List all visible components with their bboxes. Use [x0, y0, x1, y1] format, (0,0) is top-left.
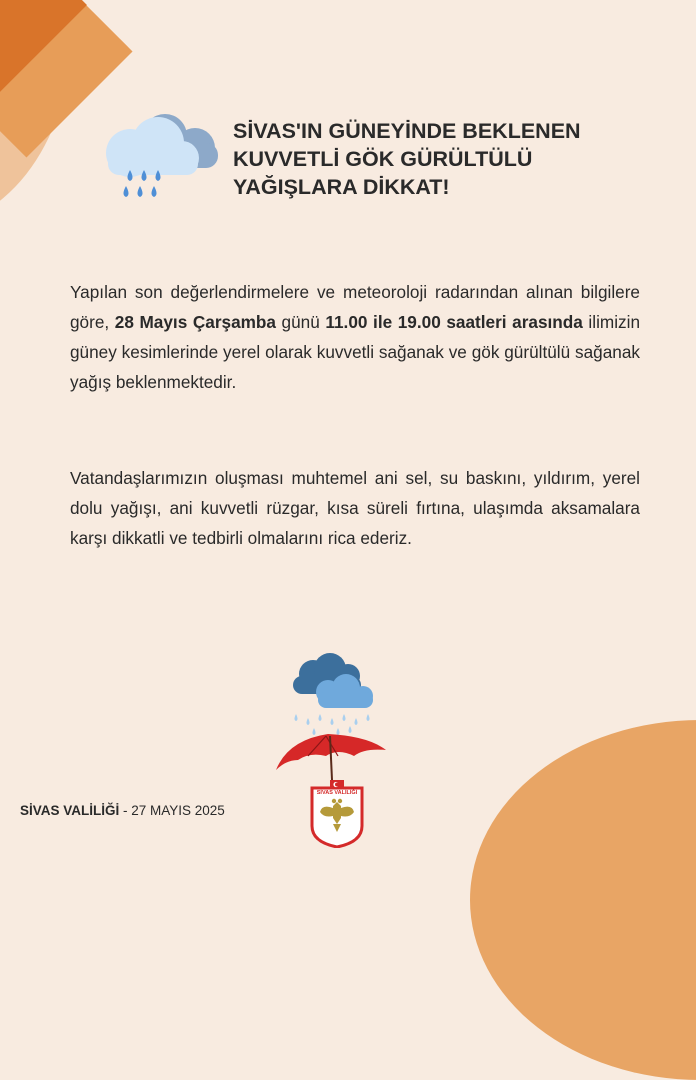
rain-cloud-icon — [100, 108, 225, 203]
headline-line-1: SİVAS'IN GÜNEYİNDE BEKLENEN — [233, 119, 581, 143]
umbrella-rain-icon — [268, 652, 398, 782]
emblem-label: SİVAS VALİLİĞİ — [316, 790, 358, 796]
footer-date: - 27 MAYIS 2025 — [119, 803, 225, 818]
headline — [233, 117, 673, 201]
paragraph2-text: Vatandaşlarımızın oluşması muhtemel ani sel, su baskını, yıldırım, yerel dolu yağışı, ani kuvvetli rüzgar, kısa süreli fırtına, ulaşımda aksamalara karşı dikkatli ve tedbirli olmalarını rica ederiz. — [70, 468, 640, 548]
paragraph1-date: 28 Mayıs Çarşamba — [114, 312, 276, 332]
paragraph-announcement — [70, 277, 640, 397]
footer-org: SİVAS VALİLİĞİ — [20, 803, 120, 818]
corner-shape-bottom-right — [470, 720, 696, 1080]
footer-signature — [20, 803, 225, 818]
paragraph1-time-range: 11.00 ile 19.00 saatleri arasında — [325, 312, 583, 332]
paragraph1-text-2: günü — [275, 312, 326, 332]
headline-line-2: KUVVETLİ GÖK GÜRÜLTÜLÜ — [233, 147, 533, 171]
sivas-governorship-emblem — [308, 778, 366, 848]
paragraph1-text-3: ilimizin güney kesimlerinde yerel olarak kuvvetli sağanak ve gök gürültülü sağanak yağış beklenmektedir. — [70, 312, 640, 392]
paragraph1-text-1: Yapılan son değerlendirmelere ve meteoroloji radarından alınan bilgilere göre, — [70, 282, 640, 332]
headline-line-3: YAĞIŞLARA DİKKAT! — [233, 175, 450, 199]
paragraph-warning — [70, 463, 640, 553]
